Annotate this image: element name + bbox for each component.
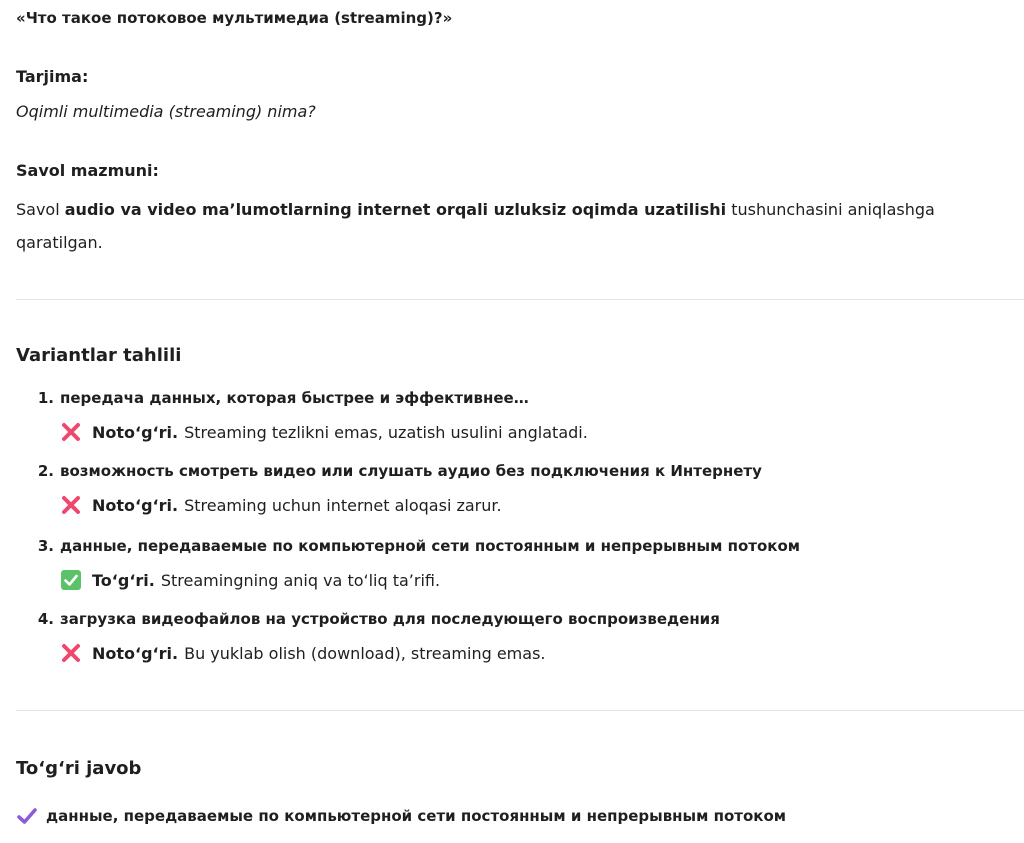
divider bbox=[16, 299, 1024, 300]
cross-icon bbox=[60, 642, 82, 664]
answer-text: данные, передаваемые по компьютерной сети постоянным и непрерывным потоком bbox=[46, 807, 787, 825]
question-title: «Что такое потоковое мультимедиа (streaming)?» bbox=[16, 9, 453, 27]
option-number: 3. bbox=[37, 537, 54, 555]
verdict-label: Noto‘g‘ri. bbox=[92, 422, 179, 442]
verdict-explanation: Streaming uchun internet aloqasi zarur. bbox=[184, 495, 502, 515]
option-item bbox=[16, 455, 1016, 523]
option-number: 2. bbox=[37, 462, 54, 480]
option-item bbox=[16, 530, 1016, 598]
verdict-label: To‘g‘ri. bbox=[92, 570, 155, 590]
verdict-explanation: Streamingning aniq va to‘liq ta’rifi. bbox=[160, 570, 441, 590]
summary-prefix: Savol bbox=[16, 200, 65, 219]
summary-bold: audio va video ma’lumotlarning internet orqali uzluksiz oqimda uzatilishi bbox=[64, 200, 727, 219]
cross-icon bbox=[60, 421, 82, 443]
divider bbox=[16, 710, 1024, 711]
option-text: данные, передаваемые по компьютерной сети постоянным и непрерывным потоком bbox=[60, 537, 801, 555]
verdict-label: Noto‘g‘ri. bbox=[92, 495, 179, 515]
answer-heading: To‘g‘ri javob bbox=[16, 758, 142, 779]
summary-text bbox=[16, 193, 1016, 259]
option-text: загрузка видеофайлов на устройство для последующего воспроизведения bbox=[60, 610, 720, 628]
translation-label: Tarjima: bbox=[16, 67, 89, 86]
option-number: 4. bbox=[37, 610, 54, 628]
verdict-label: Noto‘g‘ri. bbox=[92, 643, 179, 663]
analysis-heading: Variantlar tahlili bbox=[16, 345, 182, 366]
verdict-explanation: Streaming tezlikni emas, uzatish usulini anglatadi. bbox=[184, 422, 588, 442]
verdict-explanation: Bu yuklab olish (download), streaming emas. bbox=[184, 643, 546, 663]
option-text: возможность смотреть видео или слушать аудио без подключения к Интернету bbox=[60, 462, 762, 480]
summary-label: Savol mazmuni: bbox=[16, 161, 159, 180]
option-number: 1. bbox=[37, 389, 54, 407]
cross-icon bbox=[60, 494, 82, 516]
option-text: передача данных, которая быстрее и эффективнее… bbox=[60, 389, 529, 407]
checkmark-icon bbox=[16, 805, 38, 827]
summary-suffix: tushunchasini aniqlashga qaratilgan. bbox=[16, 200, 935, 252]
option-item bbox=[16, 603, 1016, 671]
translation-text: Oqimli multimedia (streaming) nima? bbox=[16, 102, 316, 121]
option-item bbox=[16, 382, 1016, 450]
answer-line bbox=[16, 802, 786, 830]
check-box-icon bbox=[60, 569, 82, 591]
